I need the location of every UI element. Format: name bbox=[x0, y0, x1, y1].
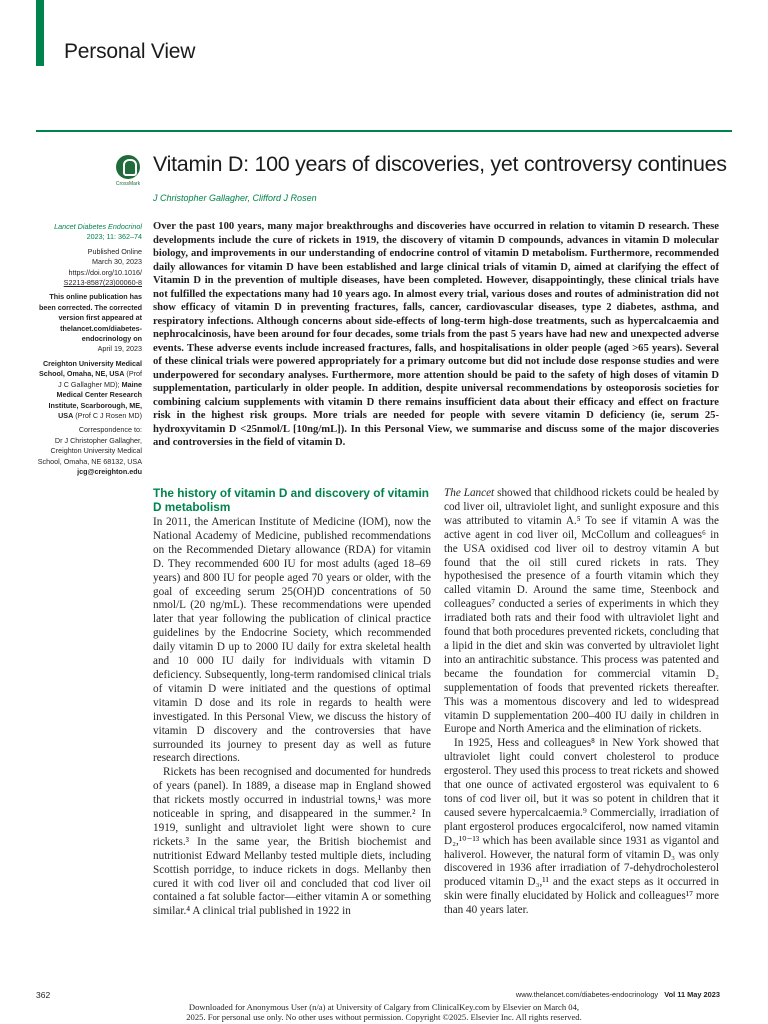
body-paragraph bbox=[444, 487, 719, 737]
body-paragraph: In 2011, the American Institute of Medicine (IOM), now the National Academy of Medicine, published recommendations on the Recommended Dietary allowance (RDA) for vitamin D. They recommended 600 IU for most adults (aged 18–69 years) and 800 IU for people aged 70 years or older, with the goal of exceeding serum 25(OH)D concentrations of 50 nmol/L (20 ng/mL). These recommendations were upended later that year following the publication of clinical practice guidelines by the Endocrine Society, which recommended daily vitamin D up to 2000 IU daily for extra skeletal health and 10 000 IU daily for individuals with vitamin D deficiency. Subsequently, long-term randomised clinical trials of vitamin D were initiated and the questions of optimal vitamin D dose and its role in regards to health were investigated. In this Personal View, we discuss the history of vitamin D discovery and the controversies that have surrounded its journey to present day as well as future research directions. bbox=[153, 516, 431, 765]
doi-line-1[interactable]: https://doi.org/10.1016/ bbox=[68, 267, 142, 277]
crossmark-icon bbox=[116, 155, 140, 179]
download-line-2: 2025. For personal use only. No other uses without permission. Copyright ©2025. Elsevier Inc. All rights reserved. bbox=[186, 1012, 582, 1022]
correspondence-institution: Creighton University Medical School, Omaha, NE 68132, USA bbox=[37, 446, 142, 466]
article-title: Vitamin D: 100 years of discoveries, yet controversy continues bbox=[153, 152, 727, 176]
body-paragraph: In 1925, Hess and colleagues⁸ in New York showed that ultraviolet light could convert cholesterol to produce ergosterol. They used this process to treat rickets and showed that one ounce of activated ergosterol was equivalent to 6 tons of cod liver oil, but it was so potent in children that it caused severe hypercalcaemia.⁹ Commercially, irradiation of plant ergosterol produces ergocalciferol, now named vitamin D₂,¹⁰⁻¹³ which has been available since 1931 as vigantol and haliverol. However, the natural form of vitamin D₃ was only discovered in 1936 after irradiation of 7-dehydrocholesterol produced vitamin D₃,¹¹ and the exact steps as it occurred in skin were finally elucidated by Holick and colleagues¹⁷ more than 40 years later. bbox=[444, 737, 719, 917]
crossmark-label: CrossMark bbox=[115, 181, 141, 187]
citation: 2023; 11: 362–74 bbox=[86, 232, 142, 242]
journal-accent-bar bbox=[36, 0, 44, 66]
correspondence bbox=[36, 425, 142, 477]
correction-date: April 19, 2023 bbox=[97, 344, 142, 354]
affiliation-2-name: Maine Medical Center Research Institute, Scarborough, ME, USA bbox=[48, 379, 142, 420]
body-paragraph: Rickets has been recognised and documented for hundreds of years (panel). In 1889, a disease map in England showed that rickets mostly occurred in industrial towns,¹ was more noticeable in spring, and disappeared in the summer.² In 1919, sunlight and ultraviolet light were shown to cure rickets.³ In the same year, the British biochemist and nutritionist Edward Mellanby tested multiple diets, including Scottish porridge, to induce rickets in dogs. Mellanby then cured it with cod liver oil and concluded that cod liver oil contained a fat soluble factor—either vitamin A or something similar.⁴ A clinical trial published in 1922 in bbox=[153, 766, 431, 918]
correction-note bbox=[36, 292, 142, 354]
body-column-1 bbox=[153, 486, 431, 919]
abstract: Over the past 100 years, many major breakthroughs and discoveries have occurred in relation to vitamin D research. These developments include the cure of rickets in 1919, the discovery of vitamin D compounds, advances in vitamin D molecular biology, and improvements in our understanding of endocrine control of vitamin D metabolism. Furthermore, recommended daily allowances for vitamin D have been established and large clinical trials of vitamin D, aimed at clarifying the effect of Vitamin D in the prevention of multiple diseases, have been completed. However, disappointingly, these clinical trials have not fulfilled the expectations many had 10 years ago. In almost every trial, various doses and routes of administration did not show efficacy of vitamin D in preventing fractures, falls, cancer, cardiovascular diseases, type 2 diabetes, asthma, and respiratory infections. Although concerns about side-effects of long-term high-dose treatments, such as hypercalcaemia and nephrocalcinosis, have been around for four decades, some trials from the past 5 years have had new and unexpected adverse events. These adverse events include increased fractures, falls, and hospitalisations in older people (aged >65 years). Several of these clinical trials were powered appropriately for a primary outcome but did not include dose response studies and were underpowered for secondary analyses. Furthermore, more attention should be paid to the safety of high doses of vitamin D supplementation, particularly in older people. In addition, despite universal recommendations by osteoporosis societies for combining calcium supplements with vitamin D there remains insufficient data about their efficacy and effect on fracture risk in the highest risk groups. More trials are needed for people with severe vitamin D deficiency (ie, serum 25-hydroxyvitamin D <25nmol/L [10ng/mL]). In this Personal View, we summarise and discuss some of the major discoveries and controversies in the field of vitamin D. bbox=[153, 221, 719, 448]
correspondence-label: Correspondence to: bbox=[78, 425, 142, 435]
header-rule bbox=[36, 130, 732, 132]
correction-text: This online publication has been corrected. The corrected version first appeared at thelancet.com/diabetes-endocrinology on bbox=[38, 292, 142, 344]
volume-info: Vol 11 May 2023 bbox=[664, 990, 720, 999]
correspondence-name: Dr J Christopher Gallagher, bbox=[54, 435, 142, 445]
correspondence-email[interactable]: jcg@creighton.edu bbox=[77, 466, 142, 476]
publication-block bbox=[36, 247, 142, 289]
published-online-label: Published Online bbox=[87, 246, 142, 256]
body-column-2 bbox=[444, 487, 719, 918]
crossmark-badge[interactable] bbox=[114, 155, 142, 187]
affiliation-1-person: (Prof J C Gallagher MD); bbox=[58, 369, 142, 389]
citation-block bbox=[36, 222, 142, 243]
affiliation-1-name: Creighton University Medical School, Omaha, NE, USA bbox=[38, 358, 142, 379]
doi-link[interactable] bbox=[36, 268, 142, 289]
section-heading: The history of vitamin D and discovery of vitamin D metabolism bbox=[153, 486, 429, 514]
affiliations bbox=[36, 359, 142, 421]
published-date: March 30, 2023 bbox=[92, 257, 142, 267]
doi-line-2[interactable]: S2213-8587(23)00060-8 bbox=[63, 278, 142, 288]
download-line-1: Downloaded for Anonymous User (n/a) at University of Calgary from ClinicalKey.com by Elsevier on March 04, bbox=[188, 1002, 580, 1012]
affiliation-2-person: (Prof C J Rosen MD) bbox=[75, 410, 142, 420]
page-number: 362 bbox=[36, 990, 51, 1000]
body-paragraph-text: showed that childhood rickets could be healed by cod liver oil, ultraviolet light, and sunlight exposure and this was attributed to vitamin A.⁵ To see if vitamin A was the active agent in cod liver oil, McCollum and colleagues⁶ in the USA oxidised cod liver oil to destroy vitamin A but found that the oil still cured rickets in rats. They hypothesised the presence of a fourth vitamin which they called vitamin D. Around the same time, Steenbock and colleagues⁷ conducted a series of experiments in which they irradiated both rats and their food with ultraviolet light and found that both procedures prevented rickets, concluding that a lipid in the diet and skin was converted by ultraviolet light into an antirachitic substance. This process was patented and became the foundation for commercial vitamin D₂ supplementation of foods that prevented rickets thereafter. This was a momentous discovery and led to widespread vitamin D supplementation 200–400 IU daily in children in Europe and North America and the elimination of rickets. bbox=[444, 487, 719, 736]
download-notice bbox=[0, 1002, 768, 1022]
journal-name: Lancet Diabetes Endocrinol bbox=[54, 222, 142, 231]
journal-url[interactable]: www.thelancet.com/diabetes-endocrinology bbox=[515, 990, 659, 999]
article-authors: J Christopher Gallagher, Clifford J Rosen bbox=[153, 193, 317, 203]
article-sidebar bbox=[36, 222, 142, 481]
journal-reference: The Lancet bbox=[444, 487, 495, 499]
footer-journal-info bbox=[516, 990, 720, 999]
section-label: Personal View bbox=[64, 40, 196, 63]
